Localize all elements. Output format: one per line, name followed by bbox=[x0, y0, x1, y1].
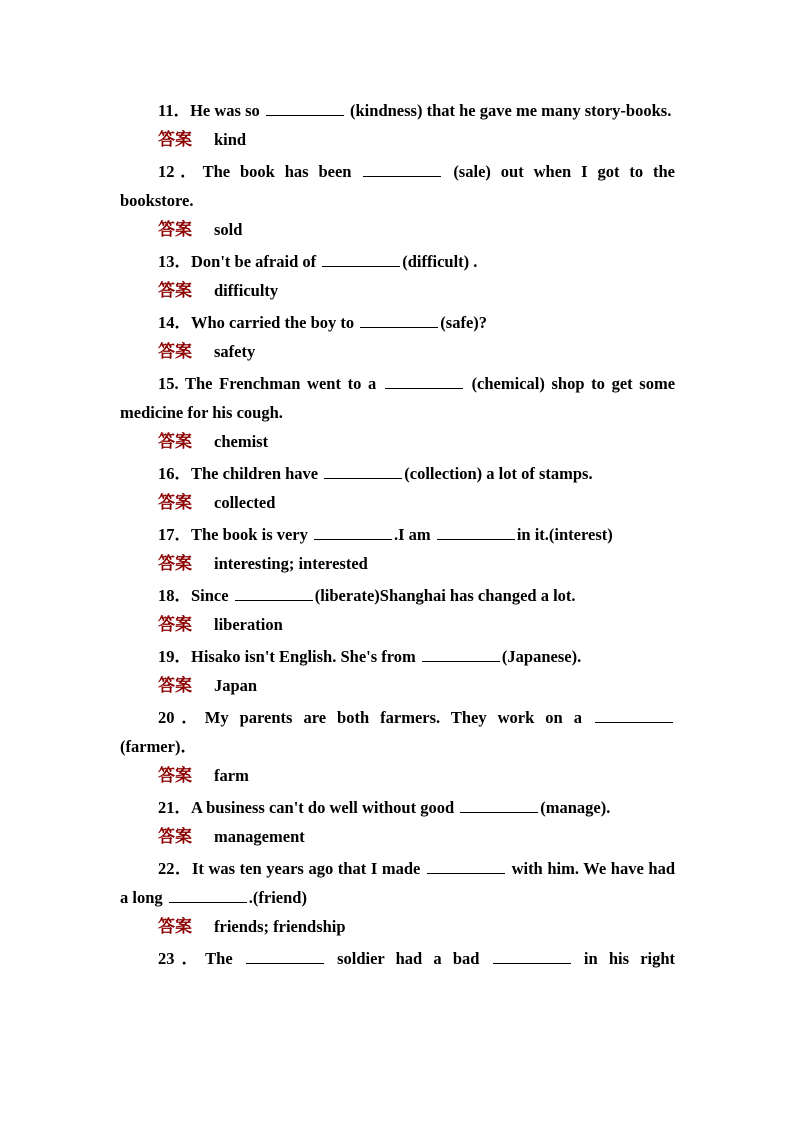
answer-21 bbox=[158, 822, 675, 852]
answer-blank bbox=[314, 523, 392, 540]
answer-label: 答案 bbox=[158, 432, 192, 452]
question-12 bbox=[120, 157, 675, 215]
answer-blank bbox=[437, 523, 515, 540]
question-text: (difficult) . bbox=[402, 252, 478, 271]
answer-blank bbox=[322, 250, 400, 267]
answer-22 bbox=[158, 912, 675, 942]
question-text: (manage). bbox=[540, 798, 611, 817]
exercise-page bbox=[120, 96, 675, 973]
answer-label: 答案 bbox=[158, 766, 192, 786]
question-16 bbox=[120, 459, 675, 488]
question-text: (chemical) shop to get some medicine for his cough. bbox=[120, 374, 676, 422]
answer-19 bbox=[158, 671, 675, 701]
answer-blank bbox=[363, 160, 441, 177]
question-text: 20．My parents are both farmers. They work on a bbox=[158, 708, 582, 727]
question-23 bbox=[120, 944, 675, 973]
question-text: (collection) a lot of stamps. bbox=[404, 464, 593, 483]
answer-blank bbox=[460, 796, 538, 813]
question-11 bbox=[120, 96, 675, 125]
question-text: in it.(interest) bbox=[516, 525, 613, 544]
answer-label: 答案 bbox=[158, 130, 192, 150]
answer-blank bbox=[324, 462, 402, 479]
answer-blank bbox=[360, 311, 438, 328]
question-22 bbox=[120, 854, 675, 912]
answer-13 bbox=[158, 276, 675, 306]
answer-text: farm bbox=[214, 766, 249, 785]
answer-label: 答案 bbox=[158, 220, 192, 240]
answer-blank bbox=[169, 886, 247, 903]
question-17 bbox=[120, 520, 675, 549]
answer-text: collected bbox=[214, 493, 276, 512]
question-text: 22．It was ten years ago that I made bbox=[158, 859, 421, 878]
question-text: 23．The bbox=[158, 949, 233, 968]
answer-16 bbox=[158, 488, 675, 518]
question-20 bbox=[120, 703, 675, 761]
answer-text: management bbox=[214, 827, 305, 846]
question-18 bbox=[120, 581, 675, 610]
answer-label: 答案 bbox=[158, 676, 192, 696]
question-text: 11．He was so bbox=[158, 101, 260, 120]
answer-11 bbox=[158, 125, 675, 155]
answer-label: 答案 bbox=[158, 827, 192, 847]
answer-blank bbox=[385, 372, 463, 389]
question-text: (liberate)Shanghai has changed a lot. bbox=[314, 586, 576, 605]
question-15 bbox=[120, 369, 675, 427]
question-text: 17．The book is very bbox=[158, 525, 308, 544]
answer-text: difficulty bbox=[214, 281, 279, 300]
question-text: (farmer)． bbox=[120, 737, 197, 756]
answer-blank bbox=[246, 947, 324, 964]
answer-blank bbox=[266, 99, 344, 116]
answer-blank bbox=[493, 947, 571, 964]
question-text: (Japanese). bbox=[501, 647, 582, 666]
answer-blank bbox=[422, 645, 500, 662]
question-text: (safe)? bbox=[440, 313, 488, 332]
question-text: soldier had a bad bbox=[337, 949, 480, 968]
question-text: 14．Who carried the boy to bbox=[158, 313, 355, 332]
question-text: (sale) out when I got to the bookstore. bbox=[120, 162, 675, 210]
answer-12 bbox=[158, 215, 675, 245]
question-text: (kindness) that he gave me many story-books. bbox=[350, 101, 672, 120]
question-text: 16．The children have bbox=[158, 464, 319, 483]
answer-text: Japan bbox=[214, 676, 258, 695]
question-text: .I am bbox=[394, 525, 431, 544]
question-text: 12．The book has been bbox=[158, 162, 352, 181]
question-text: in his right bbox=[583, 949, 676, 968]
answer-label: 答案 bbox=[158, 281, 192, 301]
question-text: 13．Don't be afraid of bbox=[158, 252, 317, 271]
question-text: 21．A business can't do well without good bbox=[158, 798, 455, 817]
answer-20 bbox=[158, 761, 675, 791]
answer-text: sold bbox=[214, 220, 243, 239]
question-text: 19．Hisako isn't English. She's from bbox=[158, 647, 416, 666]
question-19 bbox=[120, 642, 675, 671]
answer-text: liberation bbox=[214, 615, 283, 634]
question-13 bbox=[120, 247, 675, 276]
answer-text: friends; friendship bbox=[214, 917, 346, 936]
question-text: .(friend) bbox=[248, 888, 307, 907]
question-text: with him. We have had a long bbox=[120, 859, 675, 907]
answer-blank bbox=[427, 857, 505, 874]
answer-label: 答案 bbox=[158, 615, 192, 635]
answer-text: safety bbox=[214, 342, 256, 361]
question-21 bbox=[120, 793, 675, 822]
answer-18 bbox=[158, 610, 675, 640]
question-14 bbox=[120, 308, 675, 337]
answer-15 bbox=[158, 427, 675, 457]
answer-blank bbox=[595, 706, 673, 723]
answer-label: 答案 bbox=[158, 917, 192, 937]
answer-label: 答案 bbox=[158, 493, 192, 513]
question-text: 18．Since bbox=[158, 586, 229, 605]
answer-14 bbox=[158, 337, 675, 367]
answer-text: interesting; interested bbox=[214, 554, 368, 573]
question-text: 15. The Frenchman went to a bbox=[158, 374, 377, 393]
answer-label: 答案 bbox=[158, 554, 192, 574]
answer-17 bbox=[158, 549, 675, 579]
answer-text: kind bbox=[214, 130, 247, 149]
answer-label: 答案 bbox=[158, 342, 192, 362]
answer-blank bbox=[235, 584, 313, 601]
answer-text: chemist bbox=[214, 432, 269, 451]
